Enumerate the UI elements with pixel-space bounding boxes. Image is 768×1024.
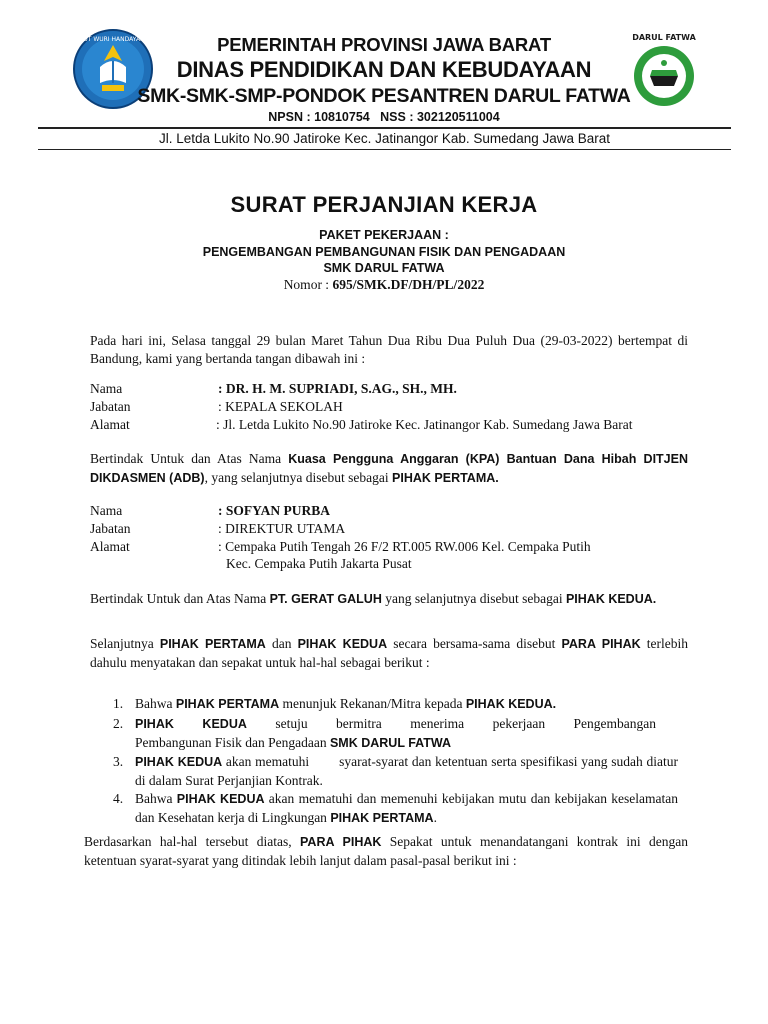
list-item-text: menunjuk Rekanan/Mitra kepada — [279, 696, 466, 711]
para-pihak-keyword-1: PIHAK PERTAMA — [159, 637, 266, 651]
header-npsn-nss: NPSN : 10810754 NSS : 302120511004 — [268, 110, 500, 124]
party2-jabatan-label: Jabatan — [90, 521, 131, 536]
list-item-keyword: PIHAK KEDUA — [135, 717, 247, 731]
list-item-text: setuju bermitra menerima pekerjaan Pengembangan — [246, 716, 657, 731]
party2-nama-label: Nama — [90, 503, 123, 518]
closing-paragraph — [84, 833, 688, 869]
para-pihak-paragraph — [90, 635, 688, 671]
list-item-text: Bahwa — [135, 791, 177, 806]
party2-jabatan-value: : DIREKTUR UTAMA — [218, 521, 346, 536]
para-pihak-text-4: terlebih dahulu menyatakan dan sepakat untuk hal-hal sebagai berikut : — [90, 636, 688, 670]
list-item-text: akan mematuhi dan memenuhi kebijakan mutu dan kebijakan keselamatan dan Kesehatan kerja di Lingkungan — [135, 791, 678, 825]
party1-alamat-label: Alamat — [90, 417, 130, 432]
list-item — [113, 753, 682, 789]
party2-acting-paragraph — [90, 590, 688, 609]
para-pihak-keyword-3: PARA PIHAK — [561, 637, 641, 651]
list-item-keyword: PIHAK PERTAMA — [175, 697, 280, 711]
party2-alamat-value-2: Kec. Cempaka Putih Jakarta Pusat — [226, 556, 412, 571]
party2-acting-text-2: yang selanjutnya disebut sebagai — [381, 591, 566, 606]
list-item-number: 1. — [113, 696, 124, 711]
list-item-keyword: SMK DARUL FATWA — [329, 735, 452, 750]
party1-acting-text-1: Bertindak Untuk dan Atas Nama — [90, 451, 289, 466]
paket-line-1: PENGEMBANGAN PEMBANGUNAN FISIK DAN PENGADAAN — [202, 245, 566, 259]
paket-label: PAKET PEKERJAAN : — [319, 228, 449, 242]
list-item-number: 3. — [113, 754, 124, 769]
party2-alamat-value-1: : Cempaka Putih Tengah 26 F/2 RT.005 RW.006 Kel. Cempaka Putih — [218, 539, 591, 554]
party2-acting-text-1: Bertindak Untuk dan Atas Nama — [90, 591, 270, 606]
list-item — [113, 715, 657, 752]
list-item-keyword: PIHAK PERTAMA — [330, 810, 434, 825]
list-item-line — [135, 715, 656, 734]
header-line-1: PEMERINTAH PROVINSI JAWA BARAT — [217, 34, 551, 55]
para-pihak-text-1: Selanjutnya — [90, 636, 160, 651]
para-pihak-keyword-2: PIHAK KEDUA — [297, 637, 388, 651]
party2-alamat-label: Alamat — [90, 539, 130, 554]
nomor-label: Nomor : — [283, 277, 333, 292]
party1-jabatan-value: : KEPALA SEKOLAH — [218, 399, 343, 414]
party2-nama-value: : SOFYAN PURBA — [218, 503, 331, 518]
paket-line-2: SMK DARUL FATWA — [323, 261, 445, 275]
party1-acting-role: PIHAK PERTAMA. — [392, 470, 499, 485]
list-item-number: 2. — [113, 716, 124, 731]
header-address: Jl. Letda Lukito No.90 Jatiroke Kec. Jatinangor Kab. Sumedang Jawa Barat — [158, 131, 611, 146]
party1-jabatan-label: Jabatan — [90, 399, 131, 414]
document-number — [0, 277, 768, 293]
list-item-number: 4. — [113, 791, 124, 806]
nomor-value: 695/SMK.DF/DH/PL/2022 — [332, 277, 485, 292]
party1-nama-value: : DR. H. M. SUPRIADI, S.AG., SH., MH. — [218, 381, 457, 396]
party2-acting-entity: PT. GERAT GALUH — [269, 592, 382, 606]
logo-right-text: DARUL FATWA — [632, 33, 696, 42]
header-line-3: SMK-SMK-SMP-PONDOK PESANTREN DARUL FATWA — [137, 85, 631, 107]
list-item-keyword: PIHAK KEDUA — [135, 755, 223, 769]
document-title: SURAT PERJANJIAN KERJA — [230, 192, 538, 217]
intro-paragraph: Pada hari ini, Selasa tanggal 29 bulan Maret Tahun Dua Ribu Dua Puluh Dua (29-03-2022) bertempat di Bandung, kami yang bertanda tangan dibawah ini : — [90, 333, 688, 366]
list-item-text: . — [433, 809, 437, 825]
list-item — [113, 695, 680, 714]
party1-acting-text-2: , yang selanjutnya disebut sebagai — [204, 469, 393, 485]
party1-alamat-value: : Jl. Letda Lukito No.90 Jatiroke Kec. Jatinangor Kab. Sumedang Jawa Barat — [216, 417, 633, 432]
list-item-text: Bahwa — [135, 696, 176, 711]
list-item — [113, 790, 678, 827]
party1-acting-paragraph — [90, 450, 688, 487]
header-line-2: DINAS PENDIDIKAN DAN KEBUDAYAAN — [176, 57, 592, 82]
list-item-text: Pembangunan Fisik dan Pengadaan — [135, 734, 330, 750]
list-item-keyword: PIHAK KEDUA. — [465, 697, 557, 711]
party2-acting-role: PIHAK KEDUA. — [565, 592, 657, 606]
para-pihak-text-2: dan — [265, 636, 298, 651]
list-item-text: akan mematuhi syarat-syarat dan ketentuan serta spesifikasi yang sudah diatur di dalam Surat Perjanjian Kontrak. — [135, 754, 682, 788]
closing-text-2: Sepakat untuk menandatangani kontrak ini dengan ketentuan syarat-syarat yang ditindak lebih lanjut dalam pasal-pasal berikut ini : — [84, 834, 689, 868]
header-rule-top — [38, 127, 731, 129]
logo-left-text: TUT WURI HANDAYANI — [79, 36, 147, 43]
party1-acting-entity: Kuasa Pengguna Anggaran (KPA) Bantuan Dana Hibah DITJEN DIKDASMEN (ADB) — [90, 452, 688, 485]
para-pihak-text-3: secara bersama-sama disebut — [387, 636, 562, 651]
list-item-keyword: PIHAK KEDUA — [176, 792, 265, 806]
list-item-line — [135, 734, 656, 753]
header-rule-bottom — [38, 149, 731, 150]
closing-keyword: PARA PIHAK — [300, 835, 382, 849]
closing-text-1: Berdasarkan hal-hal tersebut diatas, — [84, 834, 301, 849]
party1-nama-label: Nama — [90, 381, 123, 396]
